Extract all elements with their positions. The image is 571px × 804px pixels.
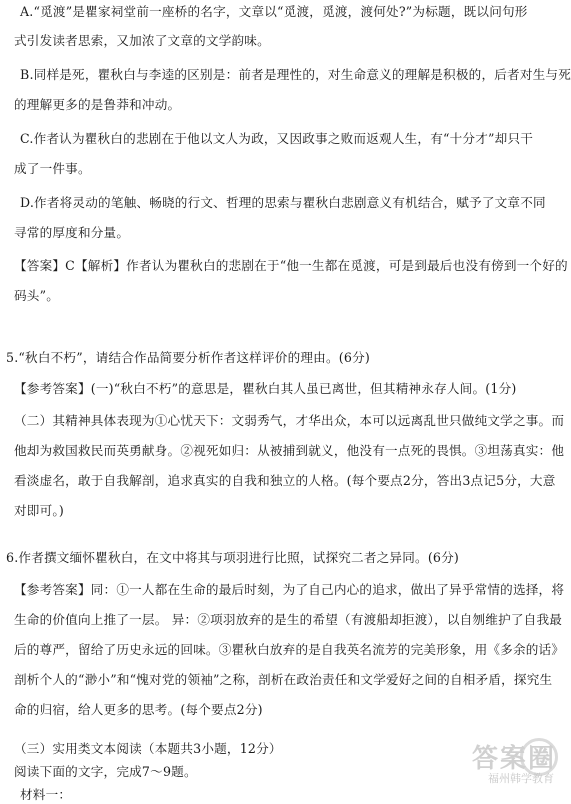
option-b-line-1: B.同样是死，瞿秋白与李逵的区别是：前者是理性的，对生命意义的理解是积极的，后者对生与死 [20, 67, 571, 82]
question-6-answer-line-1: 【参考答案】同：①一人都在生命的最后时刻，为了自己内心的追求，做出了异乎常情的选择，将 [14, 582, 565, 597]
question-5-answer-line-4: 看淡虚名，敢于自我解剖，追求真实的自我和独立的人格。(每个要点2分，答出3点记5分，大意 [14, 473, 556, 488]
question-6-answer-line-5: 命的归宿，给人更多的思考。(每个要点2分) [14, 702, 263, 717]
answer-4-line-1: 【答案】C【解析】作者认为瞿秋白的悲剧在于“他一生都在觅渡，可是到最后也没有傍到一个好的 [14, 258, 568, 273]
question-6-answer-line-3: 后的尊严，留给了历史永远的回味。③瞿秋白放弃的是自我英名流芳的完美形象，用《多余的话》 [14, 642, 565, 657]
question-5-answer-line-3: 他却为救国救民而英勇献身。②视死如归：从被捕到就义，他没有一点死的畏惧。③坦荡真实：他 [14, 443, 565, 458]
option-b-line-2: 的理解更多的是鲁莽和冲动。 [14, 97, 181, 112]
option-a-line-1: A.“觅渡”是瞿家祠堂前一座桥的名字，文章以“觅渡，觅渡，渡何处?”为标题，既以问句形 [20, 4, 528, 19]
option-d-line-1: D.作者将灵动的笔触、畅晓的行文、哲理的思索与瞿秋白悲剧意义有机结合，赋予了文章不同 [20, 195, 546, 210]
option-c-line-1: C.作者认为瞿秋白的悲剧在于他以文人为政，又因政事之败而返观人生，有“十分才”却只干 [20, 131, 534, 146]
question-5-answer-line-1: 【参考答案】(一)“秋白不朽”的意思是，瞿秋白其人虽已离世，但其精神永存人间。(1分) [14, 381, 517, 396]
question-6-answer-line-2: 生命的价值向上推了一层。 异：②项羽放弃的是生的希望（有渡船却拒渡），以自刎维护了自我最 [14, 612, 563, 627]
option-d-line-2: 寻常的厚度和分量。 [14, 225, 130, 240]
watermark-caption: 福州韩学教育 [488, 772, 554, 785]
option-a-line-2: 式引发读者思索，又加浓了文章的文学韵味。 [14, 33, 270, 48]
question-5-answer-line-2: （二）其精神具体表现为①心忧天下：文弱秀气，才华出众，本可以远离乱世只做纯文学之事。而 [14, 413, 565, 428]
watermark-logo-text: 答案圈 [471, 744, 556, 774]
question-5-title: 5.“秋白不朽”，请结合作品简要分析作者这样评价的理由。(6分) [6, 350, 370, 365]
question-6-title: 6.作者撰文缅怀瞿秋白，在文中将其与项羽进行比照，试探究二者之异同。(6分) [6, 550, 460, 565]
section-3-instruction: 阅读下面的文字，完成7～9题。 [14, 764, 197, 779]
answer-4-line-2: 码头”。 [14, 288, 60, 303]
question-6-answer-line-4: 剖析个人的“渺小”和“愧对党的领袖”之称，剖析在政治责任和文学爱好之间的自相矛盾，探究生 [14, 672, 553, 687]
section-3-heading: （三）实用类文本阅读（本题共3小题，12分） [14, 741, 282, 756]
material-label: 材料一： [20, 787, 72, 802]
option-c-line-2: 成了一件事。 [14, 161, 91, 176]
question-5-answer-line-5: 对即可。) [14, 503, 64, 518]
